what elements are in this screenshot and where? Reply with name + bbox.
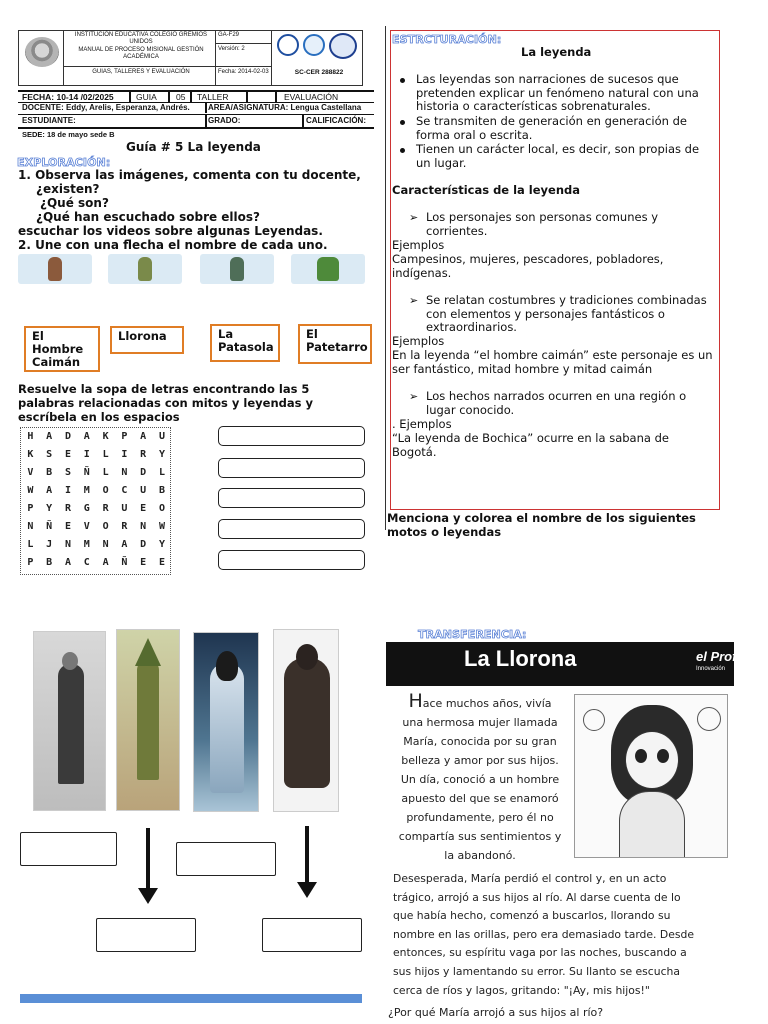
ejemplo-2: En la leyenda “el hombre caimán” este personaje es un ser fantástico, mitad hombre y mitad caimán <box>392 348 713 376</box>
fecha-field: FECHA: 10-14 /02/2025 <box>22 92 114 102</box>
grid-letter[interactable]: Ñ <box>46 521 53 532</box>
grid-letter[interactable]: V <box>83 521 90 532</box>
llorona-illustration <box>574 694 728 858</box>
story-paragraph-1 <box>390 692 570 865</box>
estudiante-field: ESTUDIANTE: <box>22 116 76 125</box>
question-exist: ¿existen? <box>36 182 100 196</box>
grid-letter[interactable]: C <box>121 485 128 496</box>
doc-code: GA-F29 <box>218 32 240 38</box>
grid-letter[interactable]: D <box>64 431 71 442</box>
grid-letter[interactable]: B <box>46 467 53 478</box>
grid-letter[interactable]: R <box>121 521 128 532</box>
arrow-bullet-icon: ➢ <box>409 211 419 224</box>
docente-field: DOCENTE: Eddy, Arelis, Esperanza, Andrés. <box>22 103 190 112</box>
bullet-definition: Las leyendas son narraciones de sucesos que pretenden explicar un fenómeno natural con una historia o características sobrenaturales. <box>416 72 699 113</box>
story-paragraph-2 <box>393 870 728 1000</box>
story-line: María, conocida por su gran <box>403 735 557 748</box>
bullet-dot <box>400 148 405 153</box>
question-heard: ¿Qué han escuchado sobre ellos? <box>36 210 261 224</box>
estructuracion-tag: ESTRCTURACIÓN: <box>392 33 502 46</box>
grid-letter[interactable]: A <box>102 557 109 568</box>
grid-letter[interactable]: U <box>158 431 165 442</box>
quality-logo-icon <box>303 34 325 56</box>
grid-letter[interactable]: A <box>121 539 128 550</box>
story-line: apuesto del que se enamoró <box>401 792 559 805</box>
name-box-patetarro: El Patetarro <box>298 324 372 364</box>
taller-label: TALLER <box>197 92 229 102</box>
instruction-1: 1. Observa las imágenes, comenta con tu docente, <box>18 168 361 182</box>
answer-box-image-2[interactable] <box>96 918 196 952</box>
grid-letter[interactable]: G <box>83 503 90 514</box>
transferencia-tag: TRANSFERENCIA: <box>418 628 527 641</box>
menciona-instructions: Menciona y colorea el nombre de los siguientes motos o leyendas <box>387 511 696 539</box>
ejemplo-1: Campesinos, mujeres, pescadores, pobladores, indígenas. <box>392 252 664 280</box>
instruction-2: 2. Une con una flecha el nombre de cada uno. <box>18 238 328 252</box>
arrow-head-icon <box>138 888 158 904</box>
answer-box-4[interactable] <box>218 519 365 539</box>
doc-version: Versión: 2 <box>218 46 245 52</box>
arrow-head-icon <box>297 882 317 898</box>
down-arrow-icon <box>305 826 309 884</box>
name-box-hombre-caiman: El Hombre Caimán <box>24 326 100 372</box>
grid-letter[interactable]: Y <box>158 449 165 460</box>
image-padre-sin-cabeza <box>33 631 106 811</box>
story-line: Hace muchos años, vivía <box>408 690 552 712</box>
calificacion-field: CALIFICACIÓN: <box>306 116 366 125</box>
image-llorona-thumb <box>200 254 274 284</box>
grid-letter[interactable]: N <box>140 521 147 532</box>
story-line: trágico, arrojó a sus hijos al río. Al darse cuenta de lo <box>393 890 681 904</box>
answer-box-image-1[interactable] <box>20 832 117 866</box>
instruction-videos: escuchar los videos sobre algunas Leyendas. <box>18 224 323 238</box>
grid-letter[interactable]: U <box>140 485 147 496</box>
grid-letter[interactable]: E <box>64 521 71 532</box>
grid-letter[interactable]: B <box>158 485 165 496</box>
iqnet-logo-icon <box>329 33 357 59</box>
column-divider <box>385 26 386 530</box>
image-patetarro <box>116 629 180 811</box>
grid-letter[interactable]: N <box>64 539 71 550</box>
grid-letter[interactable]: E <box>64 449 71 460</box>
story-line: profundamente, pero él no <box>406 811 554 824</box>
cert-logo-icon <box>277 34 299 56</box>
grid-letter[interactable]: P <box>27 557 34 568</box>
image-llorona <box>193 632 259 812</box>
grid-letter[interactable]: A <box>64 557 71 568</box>
grid-letter[interactable]: D <box>140 539 147 550</box>
grid-letter[interactable]: J <box>46 539 53 550</box>
story-line: cerca de ríos y lagos, gritando: "¡Ay, mis hijos!" <box>393 983 650 997</box>
name-box-patasola: La Patasola <box>210 324 280 362</box>
story-line: nombre en las orillas, pero era demasiado tarde. Desde <box>393 927 694 941</box>
institution-name: INSTITUCIÓN EDUCATIVA COLEGIO GREMIOS UNIDOS <box>74 32 208 45</box>
story-question: ¿Por qué María arrojó a sus hijos al río? <box>388 1006 604 1019</box>
grid-letter[interactable]: W <box>158 521 165 532</box>
grid-letter[interactable]: K <box>102 431 109 442</box>
answer-box-2[interactable] <box>218 458 365 478</box>
grid-letter[interactable]: R <box>102 503 109 514</box>
story-line: Un día, conoció a un hombre <box>400 773 560 786</box>
grid-letter[interactable]: B <box>46 557 53 568</box>
grid-letter[interactable]: H <box>27 431 34 442</box>
grid-letter[interactable]: Ñ <box>121 557 128 568</box>
image-caiman-thumb <box>18 254 92 284</box>
answer-box-5[interactable] <box>218 550 365 570</box>
story-title: La Llorona <box>464 646 577 671</box>
ejemplos-label-2: Ejemplos <box>392 334 445 348</box>
doc-type: GUIAS, TALLERES Y EVALUACIÓN <box>92 69 190 75</box>
grid-letter[interactable]: M <box>83 485 90 496</box>
grado-field: GRADO: <box>208 116 241 125</box>
grid-letter[interactable]: W <box>27 485 34 496</box>
story-line: compartía sus sentimientos y <box>398 830 562 843</box>
story-line: sus hijos y lamentando su error. Su llanto se escucha <box>393 964 680 978</box>
grid-letter[interactable]: R <box>140 449 147 460</box>
story-line: Desesperada, María perdió el control y, en un acto <box>393 872 667 885</box>
decorative-bar <box>20 994 362 1003</box>
school-logo <box>21 33 63 83</box>
image-patasola-thumb <box>291 254 365 284</box>
grid-letter[interactable]: A <box>46 431 53 442</box>
grid-letter[interactable]: D <box>140 467 147 478</box>
grid-letter[interactable]: I <box>64 485 71 496</box>
caracteristica-2: Se relatan costumbres y tradiciones combinadas con elementos y personajes fantásticos o extraordinarios. <box>426 293 707 334</box>
grid-letter[interactable]: Y <box>158 539 165 550</box>
grid-letter[interactable]: N <box>27 521 34 532</box>
brand-subtitle: Innovación <box>696 666 726 672</box>
grid-letter[interactable]: L <box>102 467 109 478</box>
grid-letter[interactable]: L <box>102 449 109 460</box>
brand-logo: el Profe <box>696 649 744 664</box>
grid-letter[interactable]: L <box>158 467 165 478</box>
grid-letter[interactable]: C <box>83 557 90 568</box>
leyenda-title: La leyenda <box>521 45 592 59</box>
answer-box-image-4[interactable] <box>262 918 362 952</box>
bullet-dot <box>400 78 405 83</box>
ejemplo-3: “La leyenda de Bochica” ocurre en la sabana de Bogotá. <box>392 431 669 459</box>
answer-box-1[interactable] <box>218 426 365 446</box>
doc-date: Fecha: 2014-02-03 <box>218 69 269 75</box>
grid-letter[interactable]: E <box>158 557 165 568</box>
grid-letter[interactable]: E <box>140 503 147 514</box>
sopa-instructions: Resuelve la sopa de letras encontrando las 5 palabras relacionadas con mitos y leyendas y escríbela en los espacios <box>18 382 313 424</box>
answer-box-3[interactable] <box>218 488 365 508</box>
grid-letter[interactable]: P <box>121 431 128 442</box>
grid-letter[interactable]: N <box>121 467 128 478</box>
guia-label: GUIA <box>136 92 157 102</box>
grid-letter[interactable]: M <box>83 539 90 550</box>
story-line: una hermosa mujer llamada <box>402 716 558 729</box>
grid-letter[interactable]: A <box>83 431 90 442</box>
exploracion-tag: EXPLORACIÓN: <box>17 156 111 169</box>
bullet-local: Tienen un carácter local, es decir, son propias de un lugar. <box>416 142 700 170</box>
grid-letter[interactable]: I <box>83 449 90 460</box>
grid-letter[interactable]: A <box>140 431 147 442</box>
sede-field: SEDE: 18 de mayo sede B <box>22 130 115 139</box>
bullet-dot <box>400 120 405 125</box>
ejemplos-label-1: Ejemplos <box>392 238 445 252</box>
story-line: la abandonó. <box>444 849 516 862</box>
caracteristica-3: Los hechos narrados ocurren en una región o lugar conocido. <box>426 389 687 417</box>
answer-box-image-3[interactable] <box>176 842 276 876</box>
caracteristicas-title: Características de la leyenda <box>392 183 581 197</box>
grid-letter[interactable]: L <box>27 539 34 550</box>
grid-letter[interactable]: O <box>102 521 109 532</box>
word-search-grid <box>20 427 171 575</box>
guia-number: 05 <box>176 92 186 102</box>
grid-letter[interactable]: K <box>27 449 34 460</box>
story-line: que había hecho, comenzó a buscarlos, llorando su <box>393 909 671 923</box>
caracteristica-1: Los personajes son personas comunes y corrientes. <box>426 210 659 238</box>
arrow-bullet-icon: ➢ <box>409 294 419 307</box>
grid-letter[interactable]: I <box>121 449 128 460</box>
image-patetarro-thumb <box>108 254 182 284</box>
evaluacion-label: EVALUACIÓN <box>284 92 339 102</box>
grid-letter[interactable]: A <box>46 485 53 496</box>
grid-letter[interactable]: P <box>27 503 34 514</box>
ejemplos-label-3: . Ejemplos <box>392 417 452 431</box>
story-line: belleza y amor por sus hijos. <box>401 754 559 767</box>
image-mohan <box>273 629 339 812</box>
story-line: entonces, su espíritu vaga por las noches, buscando a <box>393 946 687 960</box>
grid-letter[interactable]: O <box>158 503 165 514</box>
grid-letter[interactable]: E <box>140 557 147 568</box>
grid-letter[interactable]: Ñ <box>83 467 90 478</box>
arrow-bullet-icon: ➢ <box>409 390 419 403</box>
grid-letter[interactable]: S <box>64 467 71 478</box>
grid-letter[interactable]: V <box>27 467 34 478</box>
grid-letter[interactable]: O <box>102 485 109 496</box>
bullet-transmission: Se transmiten de generación en generación de forma oral o escrita. <box>416 114 687 142</box>
down-arrow-icon <box>146 828 150 890</box>
grid-letter[interactable]: N <box>102 539 109 550</box>
area-field: AREA/ASIGNATURA: Lengua Castellana <box>208 103 362 112</box>
cert-number: SC-CER 288822 <box>294 69 344 76</box>
grid-letter[interactable]: U <box>121 503 128 514</box>
name-box-llorona: Llorona <box>110 326 184 354</box>
grid-letter[interactable]: Y <box>46 503 53 514</box>
story-title-bar <box>386 642 744 686</box>
grid-letter[interactable]: R <box>64 503 71 514</box>
grid-letter[interactable]: S <box>46 449 53 460</box>
question-what: ¿Qué son? <box>40 196 109 210</box>
guide-title: Guía # 5 La leyenda <box>126 140 261 154</box>
manual-name: MANUAL DE PROCESO MISIONAL GESTIÓN ACADÉMICA <box>78 47 204 60</box>
header-table <box>18 30 363 86</box>
